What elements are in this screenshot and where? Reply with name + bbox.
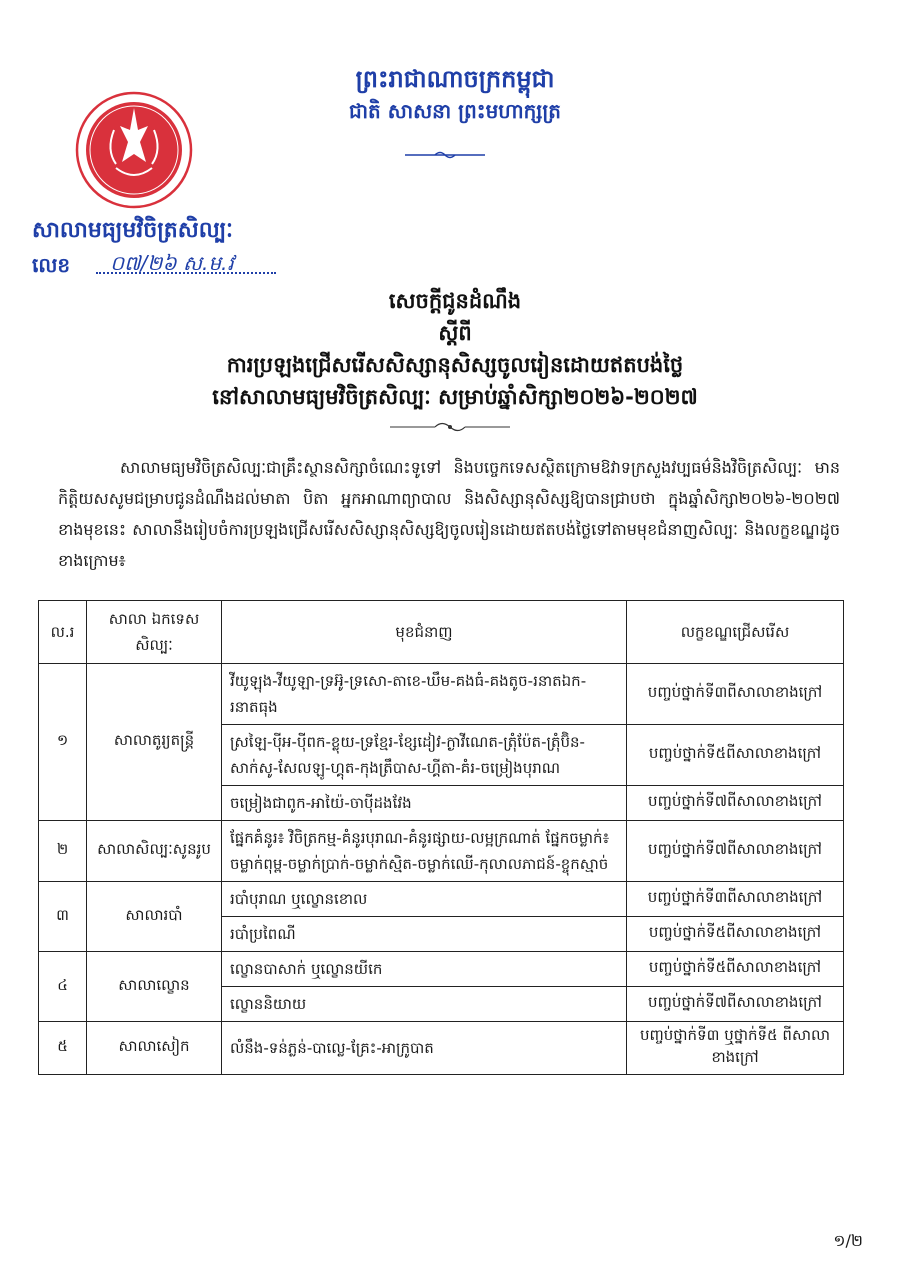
title-regarding: ស្ដីពី	[438, 321, 472, 345]
page-number: ១/២	[833, 1231, 863, 1250]
row-criteria: បញ្ចប់ថ្នាក់ទី៣ពីសាលាខាងក្រៅ	[627, 664, 844, 725]
document-title	[150, 285, 760, 413]
row-skill: ផ្នែកគំនូរ៖ វិចិត្រកម្ម-គំនូរបុរាណ-គំនូរផ្សាយ-លម្អក្រណាត់ ផ្នែកចម្លាក់៖ ចម្លាក់ពុម្ព-ចម្លាក់ប្រាក់-ចម្លាក់ស្មិត-ចម្លាក់ឈើ-កុលាលភាជន៍-ខ្ចុកស្មាច់	[222, 821, 627, 882]
header-no: ល.រ	[39, 601, 87, 664]
intro-text: សាលាមធ្យមវិចិត្រសិល្បៈជាគ្រឹះស្ថានសិក្សាចំណេះទូទៅ និងបច្ចេកទេសស្ថិតក្រោមឱវាទក្រសួងវប្បធម៌និងវិចិត្រសិល្បៈ មានកិត្តិយសសូមជម្រាបជូនដំណឹងដល់មាតា បិតា អ្នកអាណាព្យាបាល និងសិស្សានុសិស្សឱ្យបានជ្រាបថា ក្នុងឆ្នាំសិក្សា២០២៦-២០២៧ ខាងមុខនេះ សាលានឹងរៀបចំការប្រឡងជ្រើសរើសសិស្សានុសិស្សឱ្យចូលរៀនដោយឥតបង់ថ្លៃទៅតាមមុខជំនាញសិល្បៈ និងលក្ខខណ្ឌដូចខាងក្រោម៖	[58, 458, 840, 570]
table-row	[39, 952, 844, 987]
table-row	[39, 1022, 844, 1075]
row-criteria: បញ្ចប់ថ្នាក់ទី៥ពីសាលាខាងក្រៅ	[627, 952, 844, 987]
reference-label: លេខ	[32, 253, 71, 277]
intro-paragraph	[58, 452, 840, 576]
row-skill: របាំបុរាណ ឬល្ខោនខោល	[222, 882, 627, 917]
row-criteria: បញ្ចប់ថ្នាក់ទី៥ពីសាលាខាងក្រៅ	[627, 725, 844, 786]
row-school: សាលាល្ខោន	[87, 952, 222, 1022]
reference-dotted-line	[96, 272, 276, 274]
row-skill: ល្ខោននិយាយ	[222, 987, 627, 1022]
row-no: ៣	[39, 882, 87, 952]
kingdom-header	[300, 62, 610, 126]
table-row	[39, 821, 844, 882]
row-school: សាលាសិល្បៈសូនរូប	[87, 821, 222, 882]
row-skill: វីយូឡុង-វីយូឡា-ទ្រអ៊ូ-ទ្រសោ-តាខេ-ឃឹម-គងធំ-គងតូច-រនាតឯក-រនាតធុង	[222, 664, 627, 725]
row-skill: ល្ខោនបាសាក់ ឬល្ខោនយីកេ	[222, 952, 627, 987]
reference-number: ០៧/២៦ ស.ម.វ	[110, 251, 234, 275]
row-skill: របាំប្រពៃណី	[222, 917, 627, 952]
row-school: សាលាតូរ្យតន្ត្រី	[87, 664, 222, 821]
selection-table	[38, 600, 844, 1075]
row-criteria: បញ្ចប់ថ្នាក់ទី៧ពីសាលាខាងក្រៅ	[627, 786, 844, 821]
row-criteria: បញ្ចប់ថ្នាក់ទី៥ពីសាលាខាងក្រៅ	[627, 917, 844, 952]
table-row	[39, 664, 844, 725]
row-no: ៤	[39, 952, 87, 1022]
title-ornament-icon	[390, 420, 510, 434]
row-no: ១	[39, 664, 87, 821]
row-criteria: បញ្ចប់ថ្នាក់ទី៣ពីសាលាខាងក្រៅ	[627, 882, 844, 917]
title-notice: សេចក្ដីជូនដំណឹង	[388, 289, 522, 313]
title-subject-detail: នៅសាលាមធ្យមវិចិត្រសិល្បៈ សម្រាប់ឆ្នាំសិក្សា២០២៦-២០២៧	[212, 385, 698, 409]
header-criteria: លក្ខខណ្ឌជ្រើសរើស	[627, 601, 844, 664]
row-no: ៥	[39, 1022, 87, 1075]
row-skill: លំនឹង-ទន់ភ្លន់-បាល្លេ-គ្រែះ-អាក្រូបាត	[222, 1022, 627, 1075]
kingdom-title: ព្រះរាជាណាចក្រកម្ពុជា	[355, 65, 555, 93]
kingdom-motto: ជាតិ សាសនា ព្រះមហាក្សត្រ	[349, 99, 561, 123]
issuer-school-name: សាលាមធ្យមវិចិត្រសិល្បៈ	[32, 218, 233, 243]
title-subject: ការប្រឡងជ្រើសរើសសិស្សានុសិស្សចូលរៀនដោយឥតបង់ថ្លៃ	[226, 353, 684, 377]
row-skill: ចម្រៀងជាពូក-អាយ៉ៃ-ចាប៉ីដងវែង	[222, 786, 627, 821]
ministry-seal-icon	[74, 90, 194, 210]
header-skill: មុខជំនាញ	[222, 601, 627, 664]
header-school: សាលា ឯកទេសសិល្បៈ	[87, 601, 222, 664]
row-criteria: បញ្ចប់ថ្នាក់ទី៧ពីសាលាខាងក្រៅ	[627, 987, 844, 1022]
row-school: សាលាសៀក	[87, 1022, 222, 1075]
row-criteria: បញ្ចប់ថ្នាក់ទី៧ពីសាលាខាងក្រៅ	[627, 821, 844, 882]
ornament-divider-icon	[405, 150, 485, 160]
table-row	[39, 882, 844, 917]
row-no: ២	[39, 821, 87, 882]
row-criteria: បញ្ចប់ថ្នាក់ទី៣ ឬថ្នាក់ទី៥ ពីសាលាខាងក្រៅ	[627, 1022, 844, 1075]
row-school: សាលារបាំ	[87, 882, 222, 952]
table-header-row	[39, 601, 844, 664]
row-skill: ស្រឡៃ-ប៉ីអ-ប៉ីពក-ខ្លុយ-ទ្រខ្មែរ-ខ្សែដៀវ-ក្ងាវីណេត-ត្រុំប៉ែត-ត្រុំប៊ិន-សាក់សូ-សែលឡូ-ហ្គុត-កុងត្រឹបាស-ហ្គីតា-គំរ-ចម្រៀងបុរាណ	[222, 725, 627, 786]
